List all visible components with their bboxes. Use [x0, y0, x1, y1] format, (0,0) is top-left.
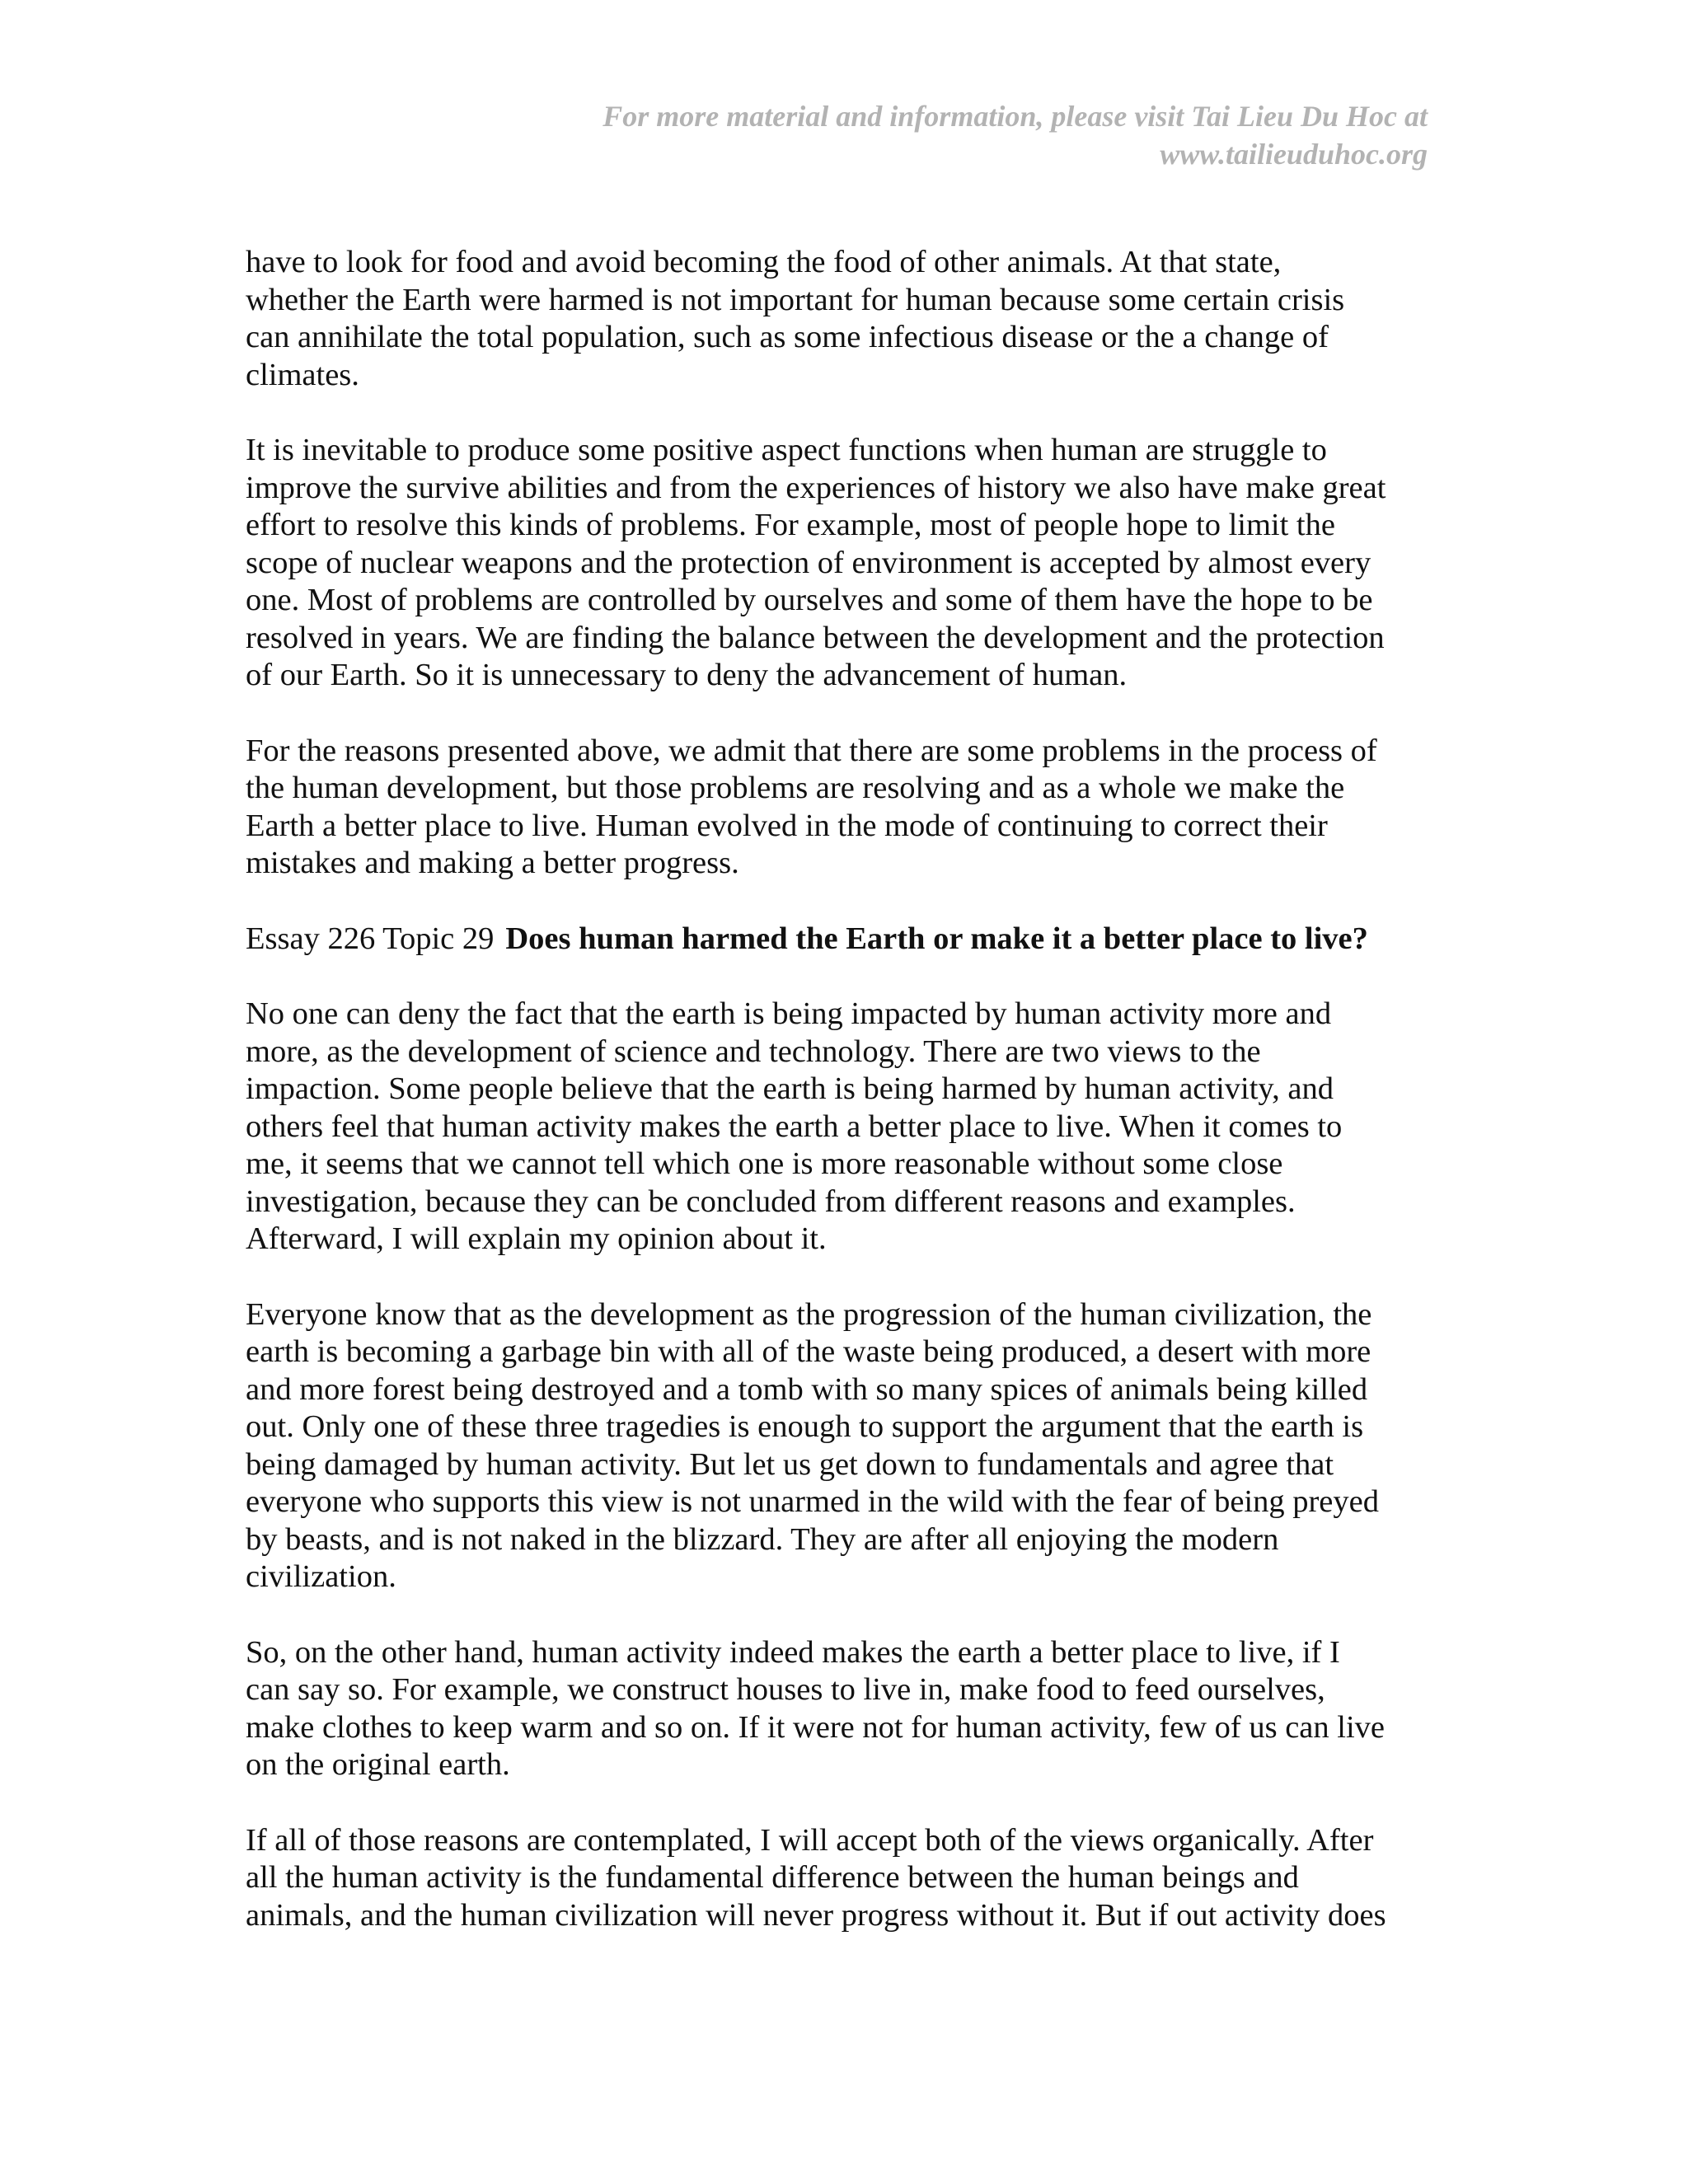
text-line: No one can deny the fact that the earth is being impacted by human activity more and	[246, 996, 1332, 1031]
text-line: animals, and the human civilization will never progress without it. But if out activity does	[246, 1897, 1386, 1933]
text-line: improve the survive abilities and from the experiences of history we also have make great	[246, 470, 1386, 505]
text-line: make clothes to keep warm and so on. If it were not for human activity, few of us can live	[246, 1709, 1385, 1745]
text-line: and more forest being destroyed and a tomb with so many spices of animals being killed	[246, 1371, 1368, 1407]
paragraph	[246, 432, 1432, 695]
text-line: For the reasons presented above, we admit that there are some problems in the process of	[246, 733, 1377, 768]
text-line: one. Most of problems are controlled by ourselves and some of them have the hope to be	[246, 583, 1373, 617]
paragraph	[246, 1634, 1432, 1784]
header-note-line-2: www.tailieuduhoc.org	[1160, 138, 1428, 171]
text-line: out. Only one of these three tragedies is enough to support the argument that the earth is	[246, 1409, 1364, 1444]
text-line: of our Earth. So it is unnecessary to deny the advancement of human.	[246, 658, 1128, 692]
text-line: mistakes and making a better progress.	[246, 846, 739, 880]
text-line: investigation, because they can be concluded from different reasons and examples.	[246, 1183, 1296, 1219]
essay-title: Does human harmed the Earth or make it a better place to live?	[505, 921, 1368, 956]
text-line: impaction. Some people believe that the earth is being harmed by human activity, and	[246, 1071, 1334, 1106]
paragraph	[246, 1296, 1432, 1596]
document-body	[246, 244, 1432, 1972]
paragraph	[246, 733, 1432, 883]
text-line: So, on the other hand, human activity indeed makes the earth a better place to live, if I	[246, 1634, 1340, 1670]
header-note	[438, 97, 1428, 173]
paragraph	[246, 244, 1432, 394]
header-note-line-1: For more material and information, please visit Tai Lieu Du Hoc at	[603, 100, 1428, 133]
text-line: civilization.	[246, 1559, 396, 1594]
text-line: scope of nuclear weapons and the protection of environment is accepted by almost every	[246, 545, 1372, 580]
text-line: effort to resolve this kinds of problems. For example, most of people hope to limit the	[246, 508, 1335, 542]
text-line: by beasts, and is not naked in the blizzard. They are after all enjoying the modern	[246, 1521, 1279, 1557]
text-line: Everyone know that as the development as the progression of the human civilization, the	[246, 1296, 1372, 1332]
paragraphs-before	[246, 244, 1432, 883]
text-line: climates.	[246, 357, 359, 392]
text-line: whether the Earth were harmed is not important for human because some certain crisis	[246, 282, 1345, 317]
text-line: the human development, but those problems are resolving and as a whole we make the	[246, 771, 1345, 805]
text-line: It is inevitable to produce some positive aspect functions when human are struggle to	[246, 433, 1327, 467]
text-line: can annihilate the total population, such as some infectious disease or the a change of	[246, 320, 1329, 354]
text-line: me, it seems that we cannot tell which one is more reasonable without some close	[246, 1146, 1283, 1181]
text-line: everyone who supports this view is not unarmed in the wild with the fear of being preyed	[246, 1484, 1379, 1519]
text-line: resolved in years. We are finding the balance between the development and the protection	[246, 620, 1385, 655]
text-line: others feel that human activity makes the earth a better place to live. When it comes to	[246, 1108, 1343, 1144]
text-line: Afterward, I will explain my opinion about it.	[246, 1221, 827, 1256]
text-line: earth is becoming a garbage bin with all of the waste being produced, a desert with more	[246, 1334, 1372, 1369]
paragraph	[246, 1822, 1432, 1935]
text-line: all the human activity is the fundamental difference between the human beings and	[246, 1860, 1299, 1895]
text-line: being damaged by human activity. But let us get down to fundamentals and agree that	[246, 1446, 1334, 1482]
text-line: can say so. For example, we construct houses to live in, make food to feed ourselves,	[246, 1672, 1325, 1707]
paragraph	[246, 996, 1432, 1258]
text-line: more, as the development of science and technology. There are two views to the	[246, 1033, 1261, 1069]
paragraphs-after	[246, 996, 1432, 1934]
text-line: on the original earth.	[246, 1747, 510, 1782]
text-line: If all of those reasons are contemplated, I will accept both of the views organically. After	[246, 1822, 1374, 1858]
essay-heading	[246, 921, 1432, 958]
essay-label: Essay 226 Topic 29	[246, 921, 495, 956]
text-line: Earth a better place to live. Human evolved in the mode of continuing to correct their	[246, 808, 1328, 843]
text-line: have to look for food and avoid becoming the food of other animals. At that state,	[246, 245, 1282, 279]
